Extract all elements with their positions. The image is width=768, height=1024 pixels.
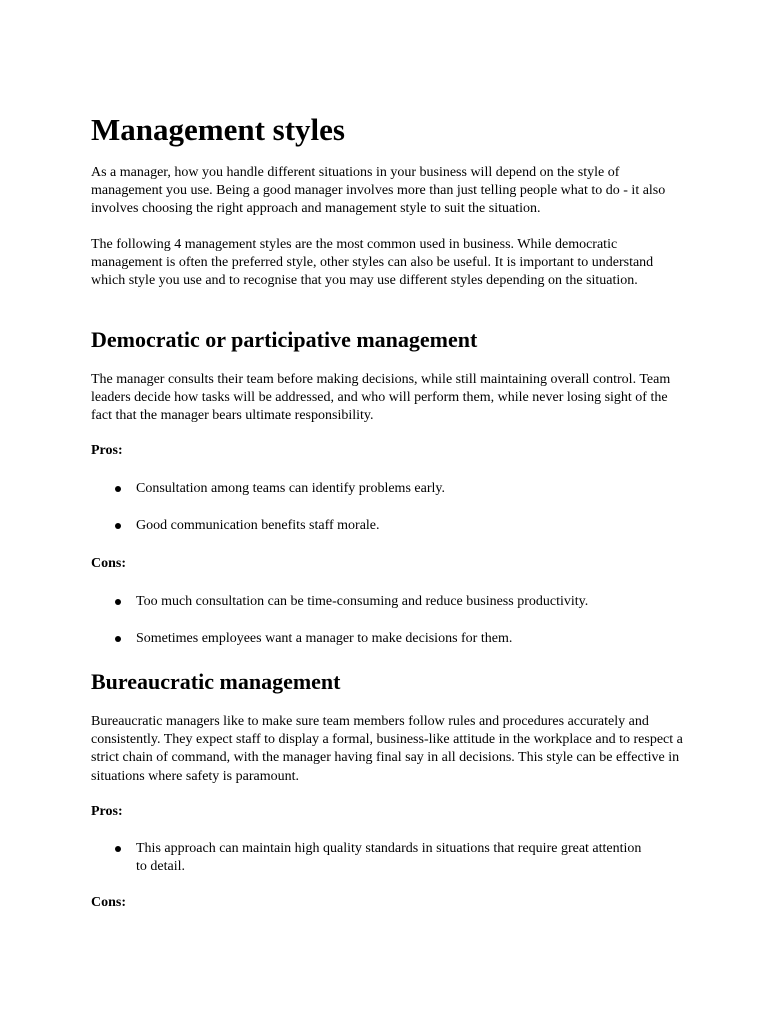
- bullet-icon: [115, 486, 121, 492]
- section-heading-bureaucratic: Bureaucratic management: [91, 669, 341, 694]
- list-item-text: This approach can maintain high quality standards in situations that require great attention to detail.: [136, 841, 642, 875]
- list-item: [91, 630, 651, 648]
- pros-label: Pros:: [91, 443, 123, 458]
- list-item-text: Good communication benefits staff morale.: [136, 518, 380, 533]
- list-item-text: Too much consultation can be time-consuming and reduce business productivity.: [136, 594, 589, 609]
- section-paragraph-bureaucratic: Bureaucratic managers like to make sure team members follow rules and procedures accurately and consistently. They expect staff to display a formal, business-like attitude in the workplace and to respect a strict chain of command, with the manager having final say in all decisions. This style can be effective in situations where safety is paramount.: [91, 714, 683, 784]
- list-item: [91, 480, 651, 498]
- list-item-text: Sometimes employees want a manager to make decisions for them.: [136, 631, 513, 646]
- bullet-icon: [115, 599, 121, 605]
- bullet-icon: [115, 846, 121, 852]
- list-item: [91, 840, 651, 876]
- section-heading-democratic: Democratic or participative management: [91, 327, 478, 352]
- list-item: [91, 517, 651, 535]
- cons-label: Cons:: [91, 895, 127, 910]
- intro-paragraph-2: The following 4 management styles are the most common used in business. While democratic management is often the preferred style, other styles can also be useful. It is important to understand which style you use and to recognise that you may use different styles depending on the situation.: [91, 237, 654, 289]
- pros-label: Pros:: [91, 804, 123, 819]
- bullet-icon: [115, 636, 121, 642]
- bullet-icon: [115, 523, 121, 529]
- cons-label: Cons:: [91, 556, 127, 571]
- intro-paragraph-1: As a manager, how you handle different situations in your business will depend on the style of management you use. Being a good manager involves more than just telling people what to do - it also involves choosing the right approach and management style to suit the situation.: [91, 165, 666, 217]
- list-item: [91, 593, 651, 611]
- section-paragraph-democratic: The manager consults their team before making decisions, while still maintaining overall control. Team leaders decide how tasks will be addressed, and who will perform them, while never losing sight of the fact that the manager bears ultimate responsibility.: [91, 372, 671, 424]
- page-title: Management styles: [91, 112, 345, 147]
- list-item-text: Consultation among teams can identify problems early.: [136, 481, 445, 496]
